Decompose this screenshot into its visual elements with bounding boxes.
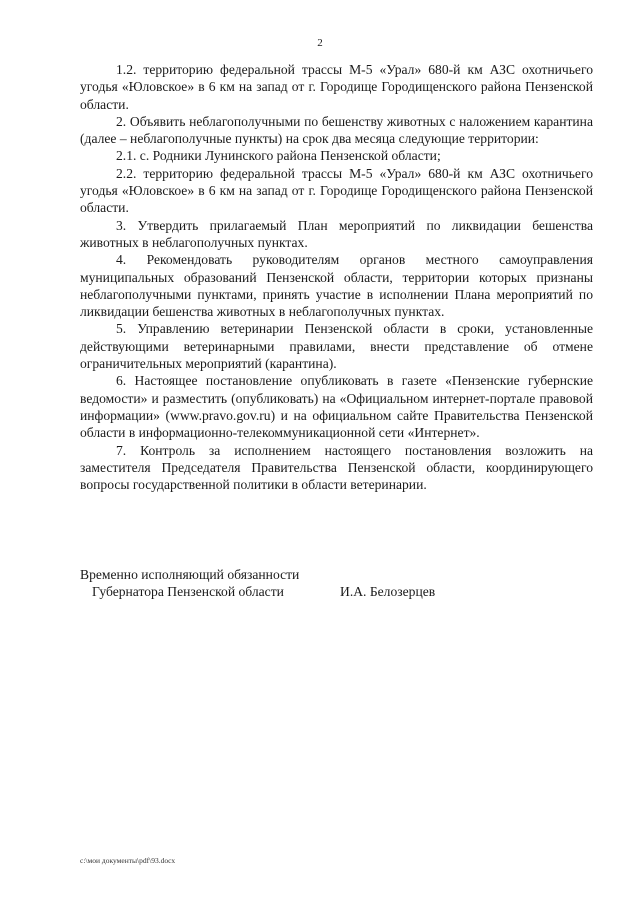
paragraph-5: 5. Управлению ветеринарии Пензенской области в сроки, установленные действующими ветеринарными правилами, внести представление об отмене ограничительных мероприятий (карантина). bbox=[80, 321, 593, 372]
signatory-title-line2: Губернатора Пензенской области bbox=[92, 584, 284, 600]
paragraph-3: 3. Утвердить прилагаемый План мероприятий по ликвидации бешенства животных в неблагополучных пунктах. bbox=[80, 217, 593, 250]
paragraph-4: 4. Рекомендовать руководителям органов местного самоуправления муниципальных образований Пензенской области, территории которых признаны неблагополучными пунктами, принять участие в исполнении Плана мероприятий по ликвидации бешенства животных в неблагополучных пунктах. bbox=[80, 252, 593, 320]
signature-block bbox=[80, 566, 560, 601]
paragraph-2: 2. Объявить неблагополучными по бешенству животных с наложением карантина (далее – неблагополучные пункты) на срок два месяца следующие территории: bbox=[80, 113, 593, 147]
paragraph-7: 7. Контроль за исполнением настоящего постановления возложить на заместителя Председателя Правительства Пензенской области, координирующего вопросы государственной политики в области ветеринарии. bbox=[80, 442, 593, 493]
file-path-footer: c:\мои документы\pdf\93.docx bbox=[80, 856, 176, 865]
page-number: 2 bbox=[317, 37, 323, 49]
paragraph-2-2: 2.2. территорию федеральной трассы М-5 «Урал» 680-й км АЗС охотничьего угодья «Юловское» в 6 км на запад от г. Городище Городищенского района Пензенской области. bbox=[80, 165, 593, 216]
paragraph-1-2: 1.2. территорию федеральной трассы М-5 «Урал» 680-й км АЗС охотничьего угодья «Юловское» в 6 км на запад от г. Городище Городищенского района Пензенской области. bbox=[80, 62, 593, 112]
signatory-name: И.А. Белозерцев bbox=[340, 584, 436, 600]
paragraph-6: 6. Настоящее постановление опубликовать в газете «Пензенские губернские ведомости» и разместить (опубликовать) на «Официальном интернет-портале правовой информации» (www.pravo.gov.ru) и на официальном сайте Правительства Пензенской области в информационно-телекоммуникационной сети «Интернет». bbox=[80, 373, 593, 441]
signatory-title-line1: Временно исполняющий обязанности bbox=[80, 567, 300, 582]
paragraph-2-1: 2.1. с. Родники Лунинского района Пензенской области; bbox=[116, 148, 441, 164]
document-body bbox=[80, 61, 593, 493]
